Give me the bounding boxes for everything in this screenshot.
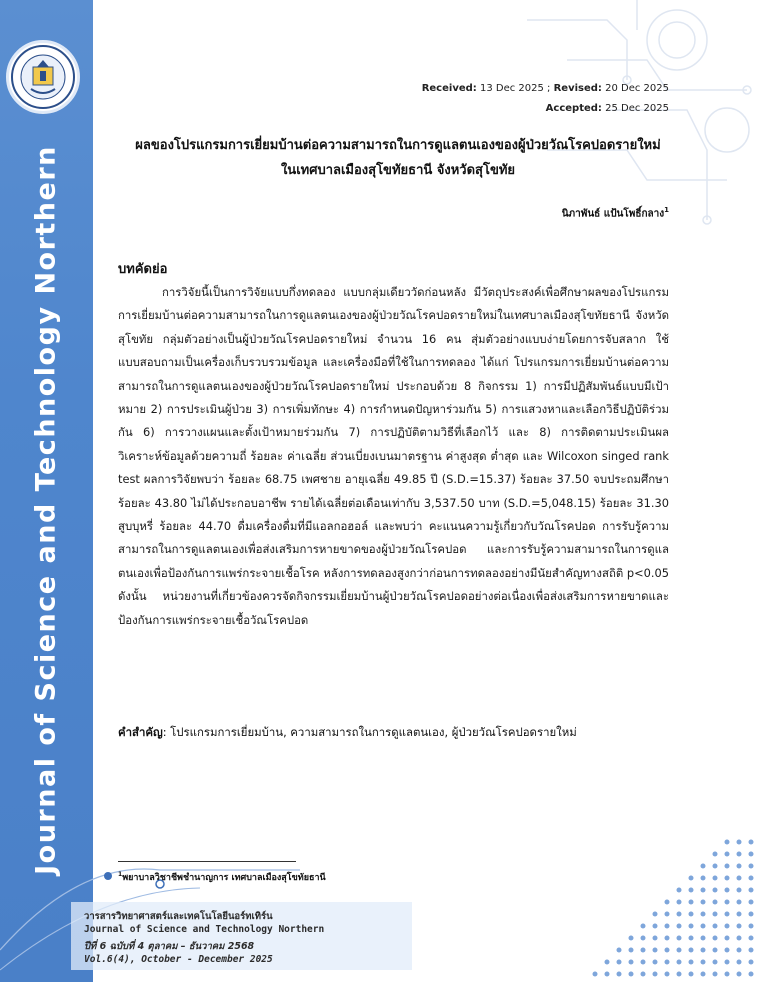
abstract-body <box>118 281 669 632</box>
accepted-date <box>546 103 669 114</box>
college-logo <box>6 40 80 114</box>
journal-info-box <box>71 902 412 970</box>
journal-name-thai: วารสารวิทยาศาสตร์และเทคโนโลยีนอร์ทเทิร์น <box>84 911 273 922</box>
received-value: 13 Dec 2025 ; <box>479 83 551 94</box>
keywords <box>118 724 678 742</box>
author-footnote-mark: 1 <box>664 206 669 214</box>
title-line-1: ผลของโปรแกรมการเยี่ยมบ้านต่อความสามารถในการดูแลตนเองของผู้ป่วยวัณโรคปอดรายใหม่ <box>135 138 661 153</box>
journal-name-english: Journal of Science and Technology Northern <box>84 924 325 935</box>
accepted-label: Accepted: <box>545 103 602 114</box>
received-label: Received: <box>421 83 477 94</box>
keywords-label: คำสำคัญ <box>118 725 163 739</box>
author-text: นิภาพันธ์ แป้นโพธิ์กลาง <box>561 208 665 220</box>
received-date <box>422 83 669 94</box>
revised-label: Revised: <box>553 83 602 94</box>
abstract-heading: บทคัดย่อ <box>118 262 168 277</box>
college-seal-icon <box>9 43 77 111</box>
accepted-value: 25 Dec 2025 <box>605 103 669 114</box>
keywords-text: : โปรแกรมการเยี่ยมบ้าน, ความสามารถในการดูแลตนเอง, ผู้ป่วยวัณโรคปอดรายใหม่ <box>162 725 577 739</box>
footnote-mark: 1 <box>118 871 123 878</box>
title-line-2: ในเทศบาลเมืองสุโขทัยธานี จังหวัดสุโขทัย <box>280 163 516 178</box>
article-title <box>118 133 678 183</box>
author-name <box>562 206 669 221</box>
abstract-text: การวิจัยนี้เป็นการวิจัยแบบกึ่งทดลอง แบบกลุ่มเดียววัดก่อนหลัง มีวัตถุประสงค์เพื่อศึกษาผลของโปรแกรมการเยี่ยมบ้านต่อความสามารถในการดูแลตนเองของผู้ป่วยวัณโรคปอดรายใหม่ในเทศบาลเมืองสุโขทัยธานี จังหวัดสุโขทัย กลุ่มตัวอย่างเป็นผู้ป่วยวัณโรคปอดรายใหม่ จำนวน 16 คน สุ่มตัวอย่างแบบง่ายโดยการจับสลาก ใช้แบบสอบถามเป็นเครื่องเก็บรวบรวมข้อมูล และเครื่องมือที่ใช้ในการทดลอง ได้แก่ โปรแกรมการเยี่ยมบ้านต่อความสามารถในการดูแลตนเองของผู้ป่วยวัณโรคปอดรายใหม่ ประกอบด้วย 8 กิจกรรม 1) การมีปฏิสัมพันธ์แบบมีเป้าหมาย 2) การประเมินผู้ป่วย 3) การเพิ่มทักษะ 4) การกำหนดปัญหาร่วมกัน 5) การแสวงหาและเลือกวิธีปฏิบัติร่วมกัน 6) การวางแผนและตั้งเป้าหมายร่วมกัน 7) การปฏิบัติตามวิธีที่เลือกไว้ และ 8) การติดตามประเมินผล วิเคราะห์ข้อมูลด้วยความถี่ ร้อยละ ค่าเฉลี่ย ส่วนเบี่ยงเบนมาตรฐาน ค่าสูงสุด ต่ำสุด และ Wilcoxon singed rank test ผลการวิจัยพบว่า ร้อยละ 68.75 เพศชาย อายุเฉลี่ย 49.85 ปี (S.D.=15.37) ร้อยละ 37.50 จบประถมศึกษา ร้อยละ 43.80 ไม่ได้ประกอบอาชีพ รายได้เฉลี่ยต่อเดือนเท่ากับ 3,537.50 บาท (S.D.=5,048.15) ร้อยละ 31.30 สูบบุหรี่ ร้อยละ 44.70 ดื่มเครื่องดื่มที่มีแอลกอฮอล์ และพบว่า คะแนนความรู้เกี่ยวกับวัณโรคปอด การรับรู้ความสามารถในการดูแลตนเองเพื่อส่งเสริมการหายขาดของผู้ป่วยวัณโรคปอด และการรับรู้ความสามารถในการดูแลตนเองเพื่อป้องกันการแพร่กระจายเชื้อโรค หลังการทดลองสูงกว่าก่อนการทดลองอย่างมีนัยสำคัญทางสถิติ p<0.05 ดังนั้น หน่วยงานที่เกี่ยวข้องควรจัดกิจกรรมเยี่ยมบ้านผู้ป่วยวัณโรคปอดอย่างต่อเนื่องเพื่อส่งเสริมการหายขาดและป้องกันการแพร่กระจายเชื้อวัณโรคปอด <box>118 285 669 627</box>
dot-grid-decoration <box>427 802 757 982</box>
footnote-text: พยาบาลวิชาชีพชำนาญการ เทศบาลเมืองสุโขทัยธานี <box>122 873 326 883</box>
footnote-divider <box>118 861 296 862</box>
revised-value: 20 Dec 2025 <box>605 83 669 94</box>
journal-issue-thai: ปีที่ 6 ฉบับที่ 4 ตุลาคม – ธันวาคม 2568 <box>84 941 255 952</box>
journal-issue-english: Vol.6(4), October - December 2025 <box>84 954 273 965</box>
footnote <box>118 870 326 884</box>
journal-side-title: Journal of Science and Technology Northern <box>30 145 62 875</box>
